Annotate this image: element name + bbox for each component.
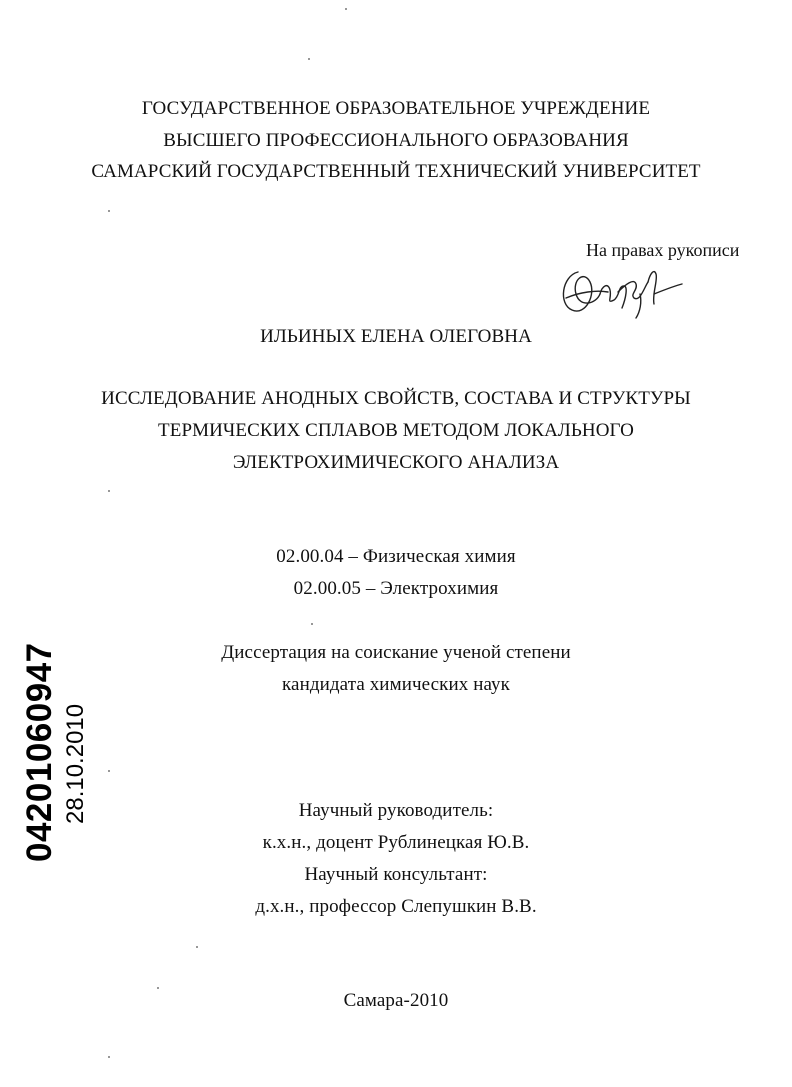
consultant-label: Научный консультант: <box>304 864 488 885</box>
specialty-electrochemistry: 02.00.05 – Электрохимия <box>293 578 499 599</box>
specialty-physical-chemistry: 02.00.04 – Физическая химия <box>276 546 516 567</box>
scan-speck <box>108 1056 110 1058</box>
supervisor-name: к.х.н., доцент Рублинецкая Ю.В. <box>262 832 530 853</box>
scan-speck <box>108 210 110 212</box>
author-name: ИЛЬИНЫХ ЕЛЕНА ОЛЕГОВНА <box>260 326 532 347</box>
institution-line-3: САМАРСКИЙ ГОСУДАРСТВЕННЫЙ ТЕХНИЧЕСКИЙ УНИВЕРСИТЕТ <box>91 161 701 182</box>
institution-line-1: ГОСУДАРСТВЕННОЕ ОБРАЗОВАТЕЛЬНОЕ УЧРЕЖДЕНИЕ <box>141 98 651 119</box>
scan-speck <box>108 490 110 492</box>
title-line-3: ЭЛЕКТРОХИМИЧЕСКОГО АНАЛИЗА <box>232 452 560 473</box>
consultant-name: д.х.н., профессор Слепушкин В.В. <box>255 896 537 917</box>
place-year: Самара-2010 <box>343 990 449 1011</box>
scan-speck <box>196 946 198 948</box>
scan-speck <box>308 58 310 60</box>
signature-image <box>556 264 686 322</box>
scan-speck <box>345 8 347 10</box>
degree-line-2: кандидата химических наук <box>282 674 510 695</box>
degree-line-1: Диссертация на соискание ученой степени <box>221 642 571 663</box>
manuscript-note: На правах рукописи <box>586 240 740 260</box>
title-line-2: ТЕРМИЧЕСКИХ СПЛАВОВ МЕТОДОМ ЛОКАЛЬНОГО <box>158 420 634 441</box>
scan-speck <box>108 770 110 772</box>
institution-line-2: ВЫСШЕГО ПРОФЕССИОНАЛЬНОГО ОБРАЗОВАНИЯ <box>163 130 629 151</box>
library-stamp-id: 04201060947 <box>20 642 59 862</box>
scan-speck <box>311 623 313 625</box>
library-stamp-date: 28.10.2010 <box>62 703 89 824</box>
scan-speck <box>157 987 159 989</box>
title-line-1: ИССЛЕДОВАНИЕ АНОДНЫХ СВОЙСТВ, СОСТАВА И СТРУКТУРЫ <box>101 388 691 409</box>
supervisor-label: Научный руководитель: <box>298 800 494 821</box>
